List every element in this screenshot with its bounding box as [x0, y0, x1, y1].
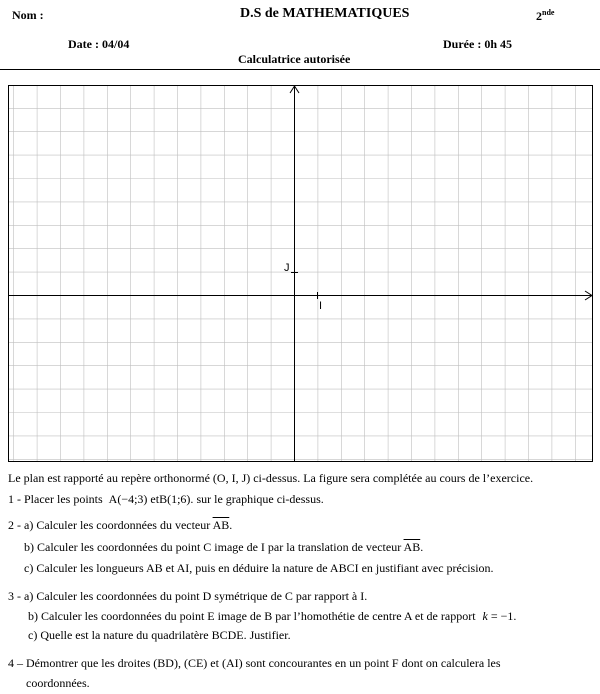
q1-et: et	[150, 492, 160, 506]
question-4-line2: coordonnées.	[26, 676, 90, 690]
q2a-end: .	[229, 518, 233, 532]
q1-number: 1 -	[8, 492, 21, 506]
label-j: J	[284, 262, 290, 274]
question-3a: 3 - a) Calculer les coordonnées du point D symétrique de C par rapport à I.	[8, 589, 368, 603]
exam-duration: Durée : 0h 45	[443, 37, 512, 51]
q1-point-a: A(−4;3)	[108, 492, 148, 506]
label-i: I	[319, 300, 323, 312]
question-2a	[8, 518, 232, 533]
q2b-end: .	[420, 540, 424, 554]
question-3c: c) Quelle est la nature du quadrilatère BCDE. Justifier.	[28, 628, 291, 642]
page-title: D.S de MATHEMATIQUES	[240, 6, 410, 21]
nom-label: Nom :	[12, 8, 44, 22]
exam-date: Date : 04/04	[68, 37, 130, 51]
q1-text-end: sur le graphique ci-dessus.	[196, 492, 324, 506]
question-2b	[24, 540, 423, 555]
question-4-line1: 4 – Démontrer que les droites (BD), (CE) et (AI) sont concourantes en un point F dont on calculera les	[8, 656, 501, 670]
class-level-number: 2	[536, 9, 542, 23]
class-level	[536, 8, 554, 24]
q3b-k: k	[482, 609, 488, 623]
q3b-text: b) Calculer les coordonnées du point E image de B par l’homothétie de centre A et de rapport	[28, 609, 476, 623]
intro-text: Le plan est rapporté au repère orthonormé (O, I, J) ci-dessus. La figure sera complétée au cours de l’exercice.	[8, 471, 534, 485]
header-divider	[0, 69, 600, 70]
q1-point-b: B(1;6).	[159, 492, 194, 506]
q2a-vector: $\overline{AB}$	[212, 518, 230, 532]
question-1	[8, 492, 324, 507]
q2b-text: b) Calculer les coordonnées du point C image de I par la translation de vecteur	[24, 540, 402, 554]
q2a-text: 2 - a) Calculer les coordonnées du vecteur	[8, 518, 211, 532]
question-2c: c) Calculer les longueurs AB et AI, puis en déduire la nature de ABCI en justifiant avec précision.	[24, 561, 494, 575]
calculator-note: Calculatrice autorisée	[238, 52, 351, 66]
q1-text-start: Placer les points	[24, 492, 103, 506]
q3b-value: = −1.	[490, 609, 517, 623]
q2b-vector: $\overline{AB}$	[403, 540, 421, 554]
question-3b	[28, 609, 516, 624]
coordinate-grid	[8, 85, 595, 463]
class-level-suffix: nde	[542, 8, 555, 17]
